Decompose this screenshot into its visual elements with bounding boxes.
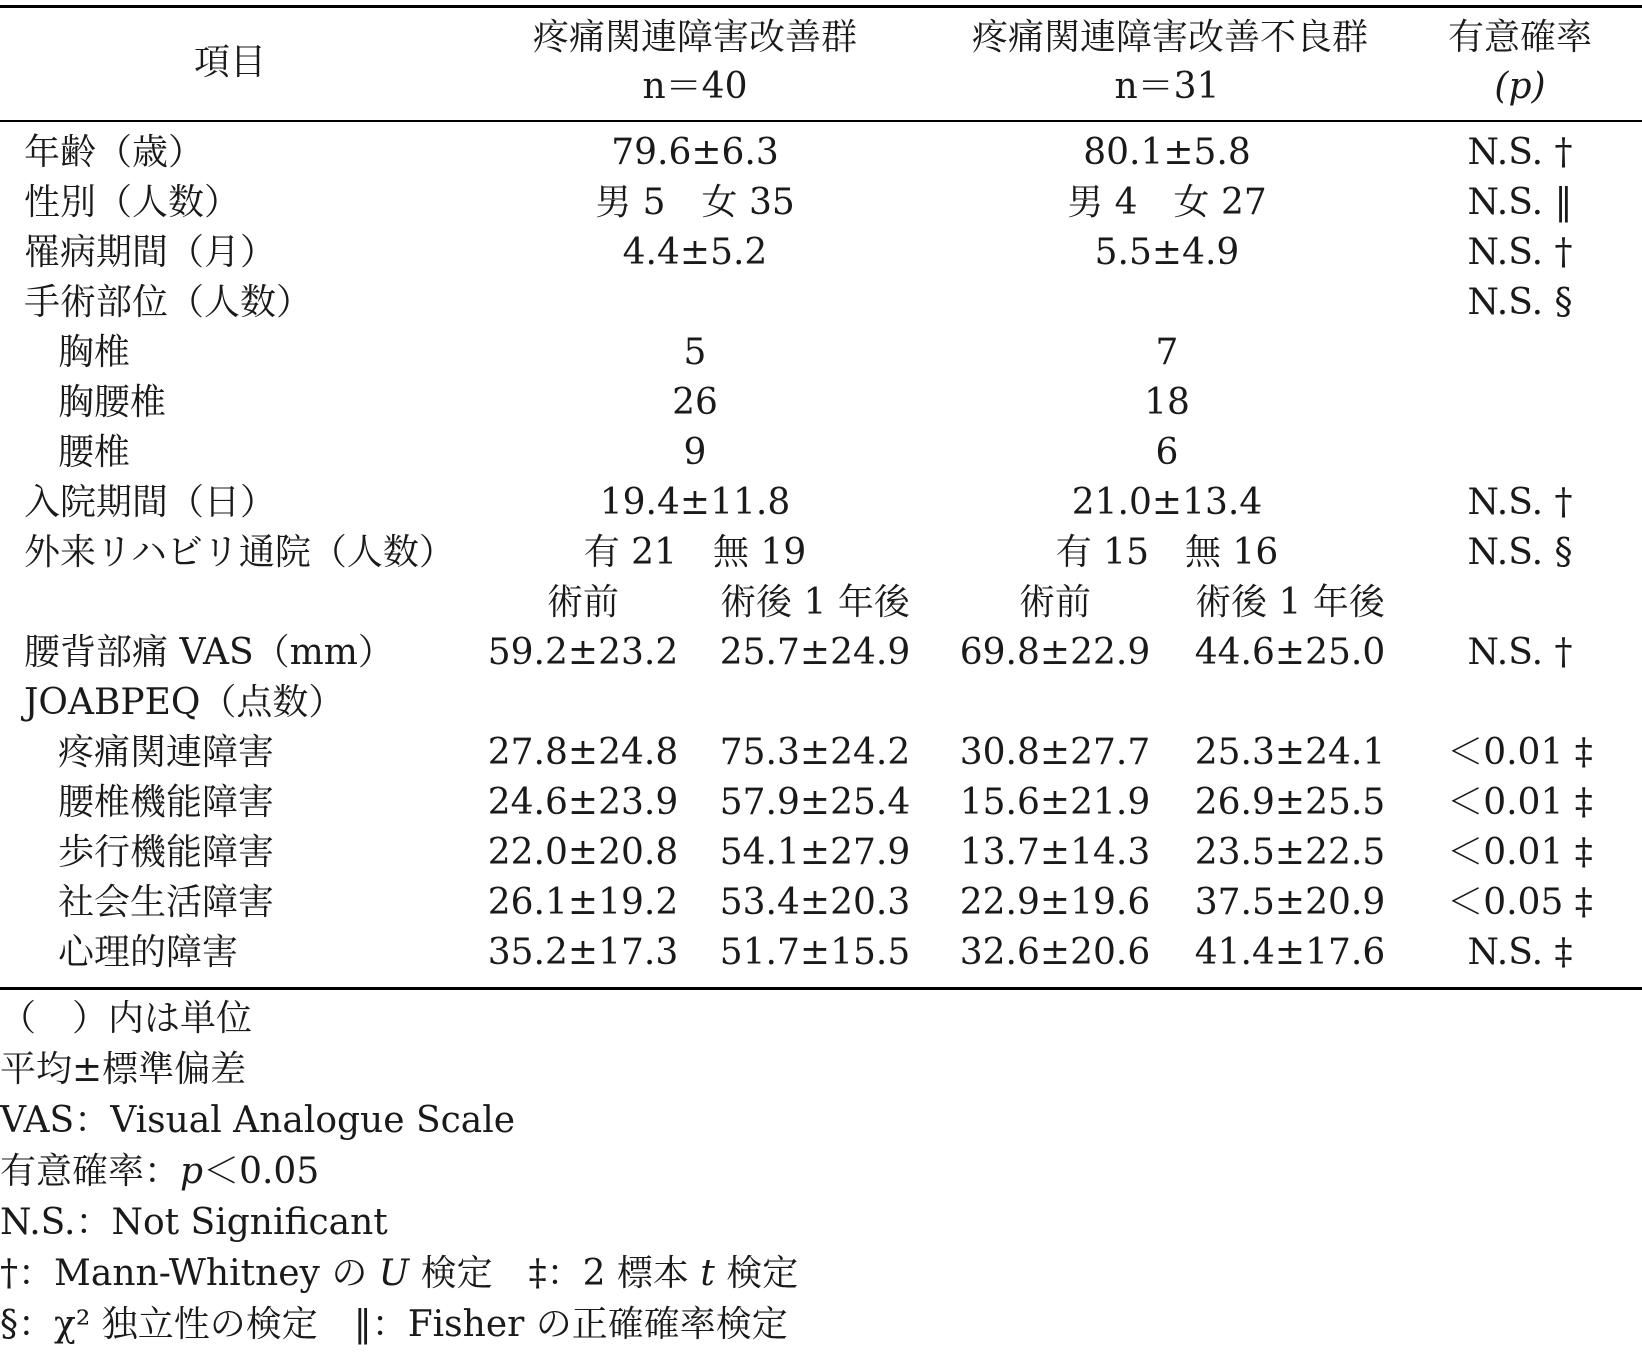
group1-value: 有 21 無 19	[583, 532, 807, 573]
group2-value: 18	[1144, 382, 1190, 423]
subheader-group2-pre: 術前	[1018, 582, 1091, 623]
group2-pre-value: 30.8±27.7	[959, 732, 1151, 773]
p-value: ＜0.01 ‡	[1447, 732, 1593, 773]
row-label: JOABPEQ（点数）	[24, 682, 345, 723]
p-value: ＜0.01 ‡	[1447, 782, 1593, 823]
subheader-group1-post: 術後 1 年後	[720, 582, 910, 623]
footnote-tests-2: §：χ² 独立性の検定 ‖：Fisher の正確確率検定	[0, 1304, 788, 1345]
group2-post-value: 41.4±17.6	[1194, 932, 1386, 973]
row-label: 罹病期間（月）	[24, 232, 277, 273]
group2-post-value: 37.5±20.9	[1194, 882, 1386, 923]
row-label: 胸椎	[58, 332, 131, 373]
group1-post-value: 75.3±24.2	[719, 732, 911, 773]
footnote-u-symbol: U	[378, 1253, 410, 1294]
footnote-units: （ ）内は単位	[0, 998, 253, 1039]
footnote-mean-sd: 平均±標準偏差	[0, 1049, 247, 1090]
p-value: N.S. †	[1467, 232, 1573, 273]
p-value: ＜0.05 ‡	[1447, 882, 1593, 923]
footnote-ttest-label: 検定 ‡：2 標本	[409, 1253, 701, 1294]
footnote-threshold: ＜0.05	[203, 1151, 320, 1192]
group1-pre-value: 26.1±19.2	[487, 882, 679, 923]
group2-pre-value: 15.6±21.9	[959, 782, 1151, 823]
row-label: 年齢（歳）	[24, 132, 205, 173]
p-value: N.S. †	[1467, 482, 1573, 523]
group1-post-value: 54.1±27.9	[719, 832, 911, 873]
footnote-mann-whitney: †：Mann-Whitney の	[0, 1253, 379, 1294]
group1-value: 9	[683, 432, 707, 473]
table-header-rule	[0, 120, 1642, 122]
group1-pre-value: 35.2±17.3	[487, 932, 679, 973]
group2-pre-value: 13.7±14.3	[959, 832, 1151, 873]
group2-value: 6	[1155, 432, 1179, 473]
group1-post-value: 25.7±24.9	[719, 632, 911, 673]
footnote-t-symbol: t	[700, 1253, 715, 1294]
group1-pre-value: 27.8±24.8	[487, 732, 679, 773]
group2-value: 男 4 女 27	[1067, 182, 1267, 223]
row-label: 腰椎機能障害	[58, 782, 275, 823]
group2-pre-value: 32.6±20.6	[959, 932, 1151, 973]
group1-value: 26	[672, 382, 718, 423]
table-top-rule	[0, 5, 1642, 8]
group1-post-value: 53.4±20.3	[719, 882, 911, 923]
group1-value: 5	[683, 332, 707, 373]
row-label: 手術部位（人数）	[24, 282, 313, 323]
footnote-ns: N.S.：Not Significant	[0, 1202, 388, 1243]
header-pvalue-symbol: (p)	[1494, 66, 1546, 107]
p-value: N.S. ‖	[1467, 182, 1573, 223]
header-group2-name: 疼痛関連障害改善不良群	[972, 17, 1369, 58]
group2-post-value: 23.5±22.5	[1194, 832, 1386, 873]
subheader-group1-pre: 術前	[546, 582, 619, 623]
row-label: 性別（人数）	[24, 182, 241, 223]
group1-value: 4.4±5.2	[622, 232, 768, 273]
group2-value: 80.1±5.8	[1083, 132, 1251, 173]
footnote-vas: VAS：Visual Analogue Scale	[0, 1100, 516, 1141]
row-label: 歩行機能障害	[58, 832, 275, 873]
group1-pre-value: 59.2±23.2	[487, 632, 679, 673]
group1-pre-value: 22.0±20.8	[487, 832, 679, 873]
row-label: 心理的障害	[58, 932, 239, 973]
p-value: N.S. †	[1467, 632, 1573, 673]
group2-value: 5.5±4.9	[1094, 232, 1240, 273]
footnote-p-symbol: p	[180, 1151, 204, 1192]
footnote-ttest-suffix: 検定	[714, 1253, 799, 1294]
row-label: 社会生活障害	[58, 882, 275, 923]
footnote-tests-1	[0, 1248, 798, 1299]
row-label: 入院期間（日）	[24, 482, 277, 523]
group1-post-value: 51.7±15.5	[719, 932, 911, 973]
group2-value: 有 15 無 16	[1055, 532, 1279, 573]
header-item: 項目	[193, 42, 266, 83]
footnote-significance-label: 有意確率：	[0, 1151, 181, 1192]
footnote-significance	[0, 1146, 798, 1197]
p-value: N.S. ‡	[1467, 932, 1573, 973]
group2-post-value: 25.3±24.1	[1194, 732, 1386, 773]
group2-post-value: 44.6±25.0	[1194, 632, 1386, 673]
table-bottom-rule	[0, 987, 1642, 990]
group1-pre-value: 24.6±23.9	[487, 782, 679, 823]
group2-value: 7	[1155, 332, 1179, 373]
p-value: N.S. §	[1467, 532, 1573, 573]
group1-value: 19.4±11.8	[599, 482, 791, 523]
header-pvalue: 有意確率	[1447, 17, 1592, 58]
group1-post-value: 57.9±25.4	[719, 782, 911, 823]
p-value: N.S. †	[1467, 132, 1573, 173]
table-footnotes	[0, 993, 798, 1350]
group2-pre-value: 22.9±19.6	[959, 882, 1151, 923]
row-label: 腰背部痛 VAS（mm）	[24, 632, 394, 673]
header-group1-name: 疼痛関連障害改善群	[532, 17, 857, 58]
subheader-group2-post: 術後 1 年後	[1195, 582, 1385, 623]
row-label: 疼痛関連障害	[58, 732, 275, 773]
row-label: 腰椎	[58, 432, 131, 473]
group1-value: 79.6±6.3	[611, 132, 779, 173]
p-value: ＜0.01 ‡	[1447, 832, 1593, 873]
group2-pre-value: 69.8±22.9	[959, 632, 1151, 673]
group1-value: 男 5 女 35	[595, 182, 795, 223]
row-label: 外来リハビリ通院（人数）	[24, 532, 455, 573]
group2-value: 21.0±13.4	[1071, 482, 1263, 523]
header-group2-n: n＝31	[1114, 66, 1220, 107]
p-value: N.S. §	[1467, 282, 1573, 323]
row-label: 胸腰椎	[58, 382, 167, 423]
header-group1-n: n＝40	[642, 66, 748, 107]
group2-post-value: 26.9±25.5	[1194, 782, 1386, 823]
